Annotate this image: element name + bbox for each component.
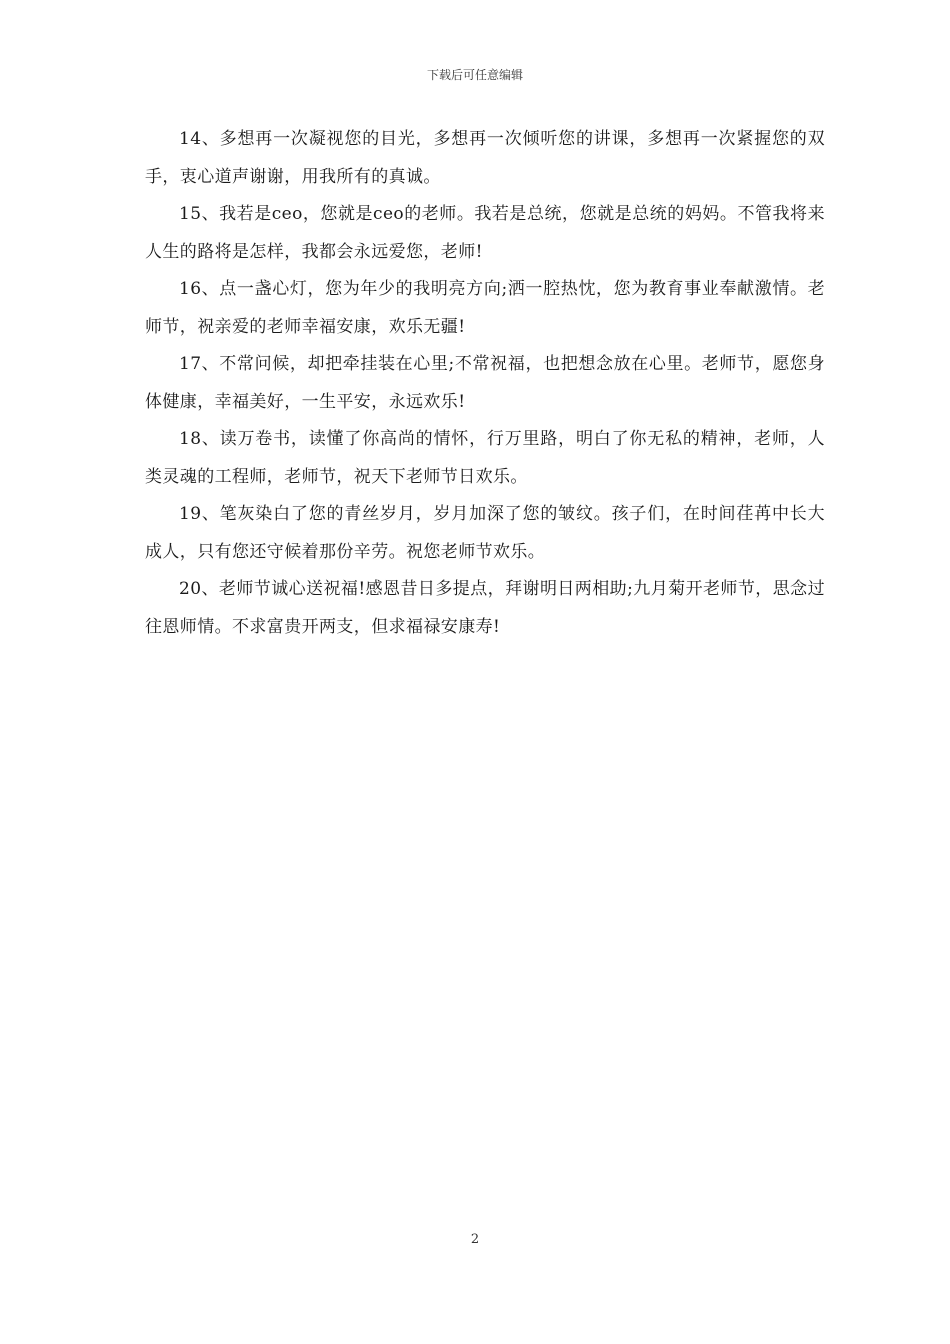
paragraph-17: 17、不常问候，却把牵挂装在心里;不常祝福，也把想念放在心里。老师节，愿您身体健康，幸福美好，一生平安，永远欢乐! bbox=[145, 354, 825, 412]
document-body bbox=[145, 121, 825, 646]
paragraph-16: 16、点一盏心灯，您为年少的我明亮方向;洒一腔热忱，您为教育事业奉献激情。老师节，祝亲爱的老师幸福安康，欢乐无疆! bbox=[145, 279, 825, 337]
paragraph-20: 20、老师节诚心送祝福!感恩昔日多提点，拜谢明日两相助;九月菊开老师节，思念过往恩师情。不求富贵开两支，但求福禄安康寿! bbox=[145, 579, 825, 637]
paragraph-18: 18、读万卷书，读懂了你高尚的情怀，行万里路，明白了你无私的精神，老师，人类灵魂的工程师，老师节，祝天下老师节日欢乐。 bbox=[145, 429, 825, 487]
paragraph-15: 15、我若是ceo，您就是ceo的老师。我若是总统，您就是总统的妈妈。不管我将来人生的路将是怎样，我都会永远爱您，老师! bbox=[145, 204, 825, 262]
paragraph-19: 19、笔灰染白了您的青丝岁月，岁月加深了您的皱纹。孩子们，在时间荏苒中长大成人，只有您还守候着那份辛劳。祝您老师节欢乐。 bbox=[145, 504, 825, 562]
page-header: 下载后可任意编辑 bbox=[426, 68, 523, 82]
paragraph-14: 14、多想再一次凝视您的目光，多想再一次倾听您的讲课，多想再一次紧握您的双手，衷心道声谢谢，用我所有的真诚。 bbox=[145, 129, 825, 187]
page-number: 2 bbox=[470, 1232, 480, 1247]
